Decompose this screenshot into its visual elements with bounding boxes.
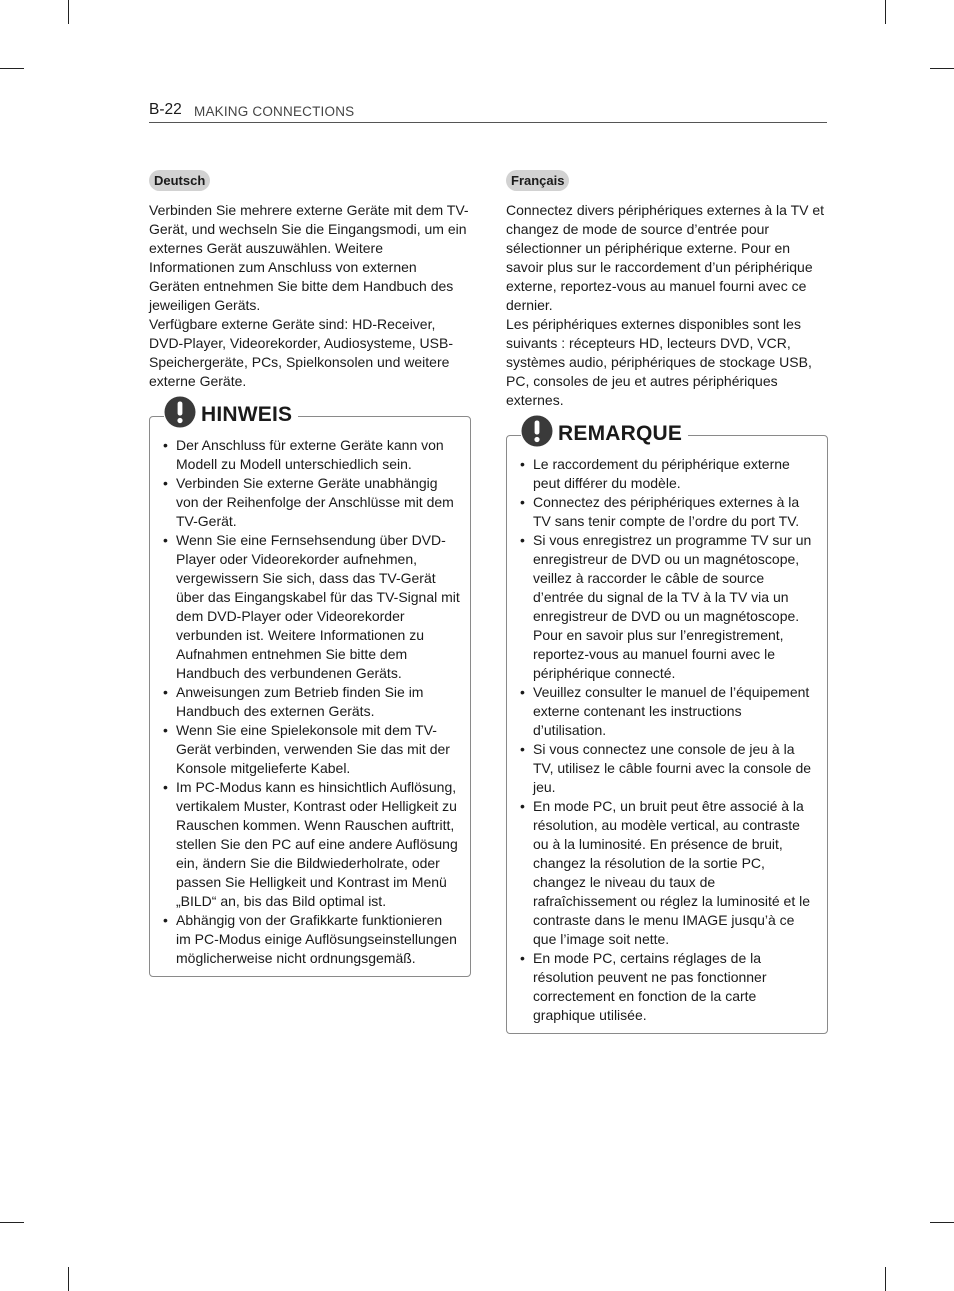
- note-header: [164, 392, 298, 428]
- exclamation-icon: [164, 396, 196, 428]
- intro-paragraph: Connectez divers périphériques externes à la TV et changez de mode de source d’entrée pour sélectionner un périphérique externe. Pour en savoir plus sur le raccordement d’un périphérique externe, reportez-vous au manuel fourni avec ce dernier.: [506, 202, 825, 313]
- german-column: [149, 170, 471, 977]
- list-item: • Le raccordement du périphérique externe peut différer du modèle.: [517, 455, 817, 493]
- section-title: MAKING CONNECTIONS: [194, 104, 355, 119]
- crop-mark: [930, 68, 954, 69]
- crop-mark: [68, 0, 69, 24]
- german-intro: [149, 201, 471, 391]
- list-item: • Abhängig von der Grafikkarte funktionieren im PC-Modus einige Auflösungseinstellungen möglicherweise nicht ordnungsgemäß.: [160, 911, 460, 968]
- language-badge-deutsch: Deutsch: [149, 170, 210, 191]
- list-item: • Connectez des périphériques externes à la TV sans tenir compte de l’ordre du port TV.: [517, 493, 817, 531]
- list-item: • Veuillez consulter le manuel de l’équipement externe contenant les instructions d’utilisation.: [517, 683, 817, 740]
- language-badge-francais: Français: [506, 170, 569, 191]
- list-item: • Wenn Sie eine Fernsehsendung über DVD-Player oder Videorekorder aufnehmen, vergewissern Sie sich, dass das TV-Gerät über das Eingangskabel für das TV-Signal mit dem DVD-Player oder Videorekorder verbunden ist. Weitere Informationen zu Aufnahmen entnehmen Sie bitte dem Handbuch des verbundenen Geräts.: [160, 531, 460, 683]
- list-item: • En mode PC, un bruit peut être associé à la résolution, au modèle vertical, au contraste ou à la luminosité. En présence de bruit, changez la résolution de la sortie PC, changez le niveau du taux de rafraîchissement ou réglez la luminosité et le contraste dans le menu IMAGE jusqu’à ce que l’image soit nette.: [517, 797, 817, 949]
- note-list: [517, 455, 817, 1025]
- crop-mark: [0, 1222, 24, 1223]
- intro-paragraph: Verbinden Sie mehrere externe Geräte mit dem TV-Gerät, und wechseln Sie die Eingangsmodi, um ein externes Gerät auszuwählen. Weitere Informationen zum Anschluss von externen Geräten entnehmen Sie bitte dem Handbuch des jeweiligen Geräts.: [149, 202, 469, 313]
- list-item: • Verbinden Sie externe Geräte unabhängig von der Reihenfolge der Anschlüsse mit dem TV-Gerät.: [160, 474, 460, 531]
- page-header: [149, 100, 827, 123]
- remarque-note-box: [506, 422, 828, 1034]
- list-item: • En mode PC, certains réglages de la résolution peuvent ne pas fonctionner correctement en fonction de la carte graphique utilisée.: [517, 949, 817, 1025]
- note-title: REMARQUE: [558, 422, 683, 445]
- intro-paragraph: Verfügbare externe Geräte sind: HD-Receiver, DVD-Player, Videorekorder, Audiosysteme, USB-Speichergeräte, PCs, Spielkonsolen und weitere externe Geräte.: [149, 316, 453, 389]
- list-item: • Anweisungen zum Betrieb finden Sie im Handbuch des externen Geräts.: [160, 683, 460, 721]
- crop-mark: [68, 1267, 69, 1291]
- hinweis-note-box: [149, 403, 471, 977]
- note-list: [160, 436, 460, 968]
- crop-mark: [885, 0, 886, 24]
- note-header: [521, 411, 688, 447]
- exclamation-icon: [521, 415, 553, 447]
- french-intro: [506, 201, 828, 410]
- crop-mark: [930, 1222, 954, 1223]
- crop-mark: [0, 68, 24, 69]
- list-item: • Im PC-Modus kann es hinsichtlich Auflösung, vertikalem Muster, Kontrast oder Helligkeit zu Rauschen kommen. Wenn Rauschen auftritt, stellen Sie den PC auf eine andere Auflösung ein, ändern Sie die Bildwiederholrate, oder passen Sie Helligkeit und Kontrast im Menü „BILD“ an, bis das Bild optimal ist.: [160, 778, 460, 911]
- french-column: [506, 170, 828, 1034]
- list-item: • Si vous enregistrez un programme TV sur un enregistreur de DVD ou un magnétoscope, veillez à raccorder le câble de source d’entrée du signal de la TV à la TV via un enregistreur de DVD ou un magnétoscope. Pour en savoir plus sur l’enregistrement, reportez-vous au manuel fourni avec le périphérique connecté.: [517, 531, 817, 683]
- list-item: • Wenn Sie eine Spielekonsole mit dem TV-Gerät verbinden, verwenden Sie das mit der Konsole mitgelieferte Kabel.: [160, 721, 460, 778]
- note-title: HINWEIS: [201, 403, 293, 426]
- page-number: B-22: [149, 101, 182, 118]
- list-item: • Si vous connectez une console de jeu à la TV, utilisez le câble fourni avec la console de jeu.: [517, 740, 817, 797]
- list-item: • Der Anschluss für externe Geräte kann von Modell zu Modell unterschiedlich sein.: [160, 436, 460, 474]
- crop-mark: [885, 1267, 886, 1291]
- intro-paragraph: Les périphériques externes disponibles sont les suivants : récepteurs HD, lecteurs DVD, VCR, systèmes audio, périphériques de stockage USB, PC, consoles de jeu et autres périphériques externes.: [506, 316, 812, 408]
